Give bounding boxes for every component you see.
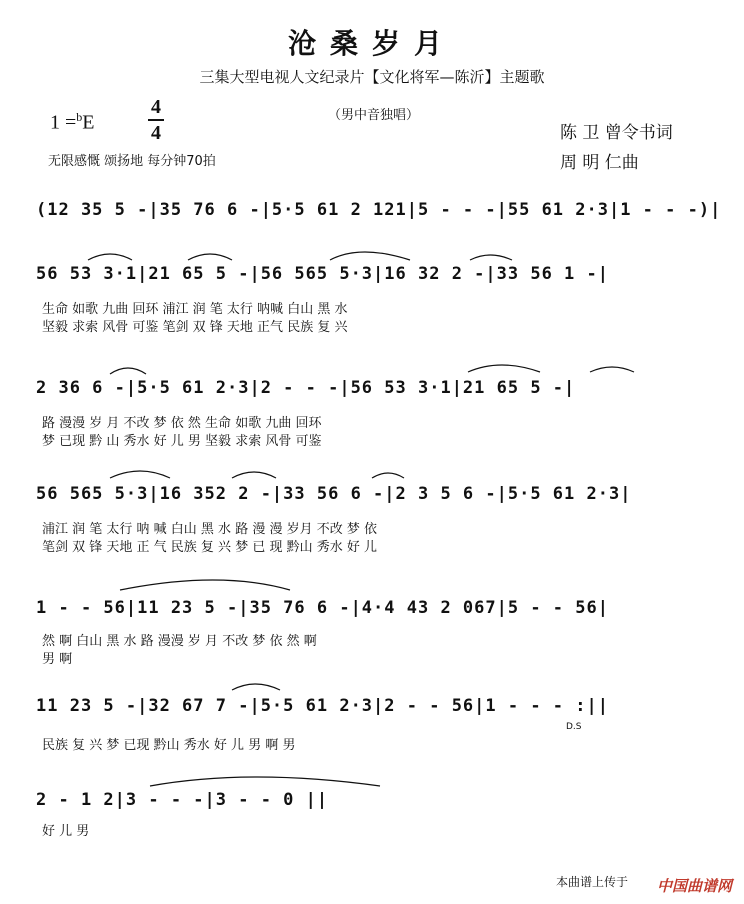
time-top: 4 <box>151 96 161 118</box>
key-flat: b <box>76 110 83 124</box>
score-row-6-lyric-1: 民族 复 兴 梦 已现 黔山 秀水 好 儿 男 啊 男 <box>42 738 296 753</box>
slur <box>372 473 404 478</box>
slur <box>468 365 540 372</box>
score-row-5-lyric-1: 然 啊 白山 黑 水 路 漫漫 岁 月 不改 梦 依 然 啊 <box>42 634 317 649</box>
score-row-3-lyric-2: 梦 已现 黔 山 秀水 好 儿 男 坚毅 求索 风骨 可鉴 <box>42 434 322 449</box>
key-note: E <box>82 111 95 134</box>
slur <box>470 255 512 260</box>
site-logo: 中国曲谱网 <box>656 877 732 895</box>
footer-upload-note: 本曲谱上传于 <box>555 875 628 889</box>
score-row-2-notes: 56 53 3·1|21 65 5 -|56 565 5·3|16 32 2 -|33 56 1 -| <box>36 264 609 284</box>
slur <box>110 368 146 374</box>
slur <box>120 580 290 590</box>
lyricist-credit: 陈 卫 曾令书词 <box>560 123 673 143</box>
score-row-1-notes: (12 35 5 -|35 76 6 -|5·5 61 2 121|5 - - -|55 61 2·3|1 - - -)| <box>36 200 722 220</box>
score-row-7-notes: 2 - 1 2|3 - - -|3 - - 0 || <box>36 790 329 810</box>
score-row-4-lyric-2: 笔剑 双 锋 天地 正 气 民族 复 兴 梦 已 现 黔山 秀水 好 儿 <box>42 540 377 555</box>
slur <box>232 684 280 690</box>
score-row-3-lyric-1: 路 漫漫 岁 月 不改 梦 依 然 生命 如歌 九曲 回环 <box>42 416 322 431</box>
score-row-4-notes: 56 565 5·3|16 352 2 -|33 56 6 -|2 3 5 6 -|5·5 61 2·3| <box>36 484 632 504</box>
key-label: 1 = <box>50 111 77 134</box>
slur <box>150 777 380 786</box>
tempo-marking: 无限感慨 颂扬地 每分钟70拍 <box>48 154 216 169</box>
score-row-4-lyric-1: 浦江 润 笔 太行 呐 喊 白山 黑 水 路 漫 漫 岁月 不改 梦 依 <box>42 522 377 537</box>
score-row-3-notes: 2 36 6 -|5·5 61 2·3|2 - - -|56 53 3·1|21 65 5 -| <box>36 378 576 398</box>
time-bottom: 4 <box>151 122 161 144</box>
score-row-6-notes: 11 23 5 -|32 67 7 -|5·5 61 2·3|2 - - 56|1 - - - :|| <box>36 696 609 716</box>
slur <box>232 472 276 478</box>
score-row-5-lyric-2: 男 啊 <box>42 652 73 667</box>
ds-sign: D.S <box>566 722 582 732</box>
slur <box>188 254 232 260</box>
slur <box>330 252 410 260</box>
score-row-2-lyric-2: 坚毅 求索 风骨 可鉴 笔剑 双 锋 天地 正气 民族 复 兴 <box>42 320 348 335</box>
slur <box>590 367 634 372</box>
song-title: 沧桑岁月 <box>287 27 456 60</box>
score-row-2-lyric-1: 生命 如歌 九曲 回环 浦江 润 笔 太行 呐喊 白山 黑 水 <box>42 302 348 317</box>
song-subtitle: 三集大型电视人文纪录片【文化将军—陈沂】主题歌 <box>199 68 545 86</box>
score-row-7-lyric-1: 好 儿 男 <box>42 824 90 839</box>
performance-note: （男中音独唱） <box>328 108 420 123</box>
score-row-5-notes: 1 - - 56|11 23 5 -|35 76 6 -|4·4 43 2 067|5 - - 56| <box>36 598 609 618</box>
slur <box>88 254 132 260</box>
composer-credit: 周 明 仁曲 <box>560 153 639 173</box>
slur <box>110 471 170 478</box>
